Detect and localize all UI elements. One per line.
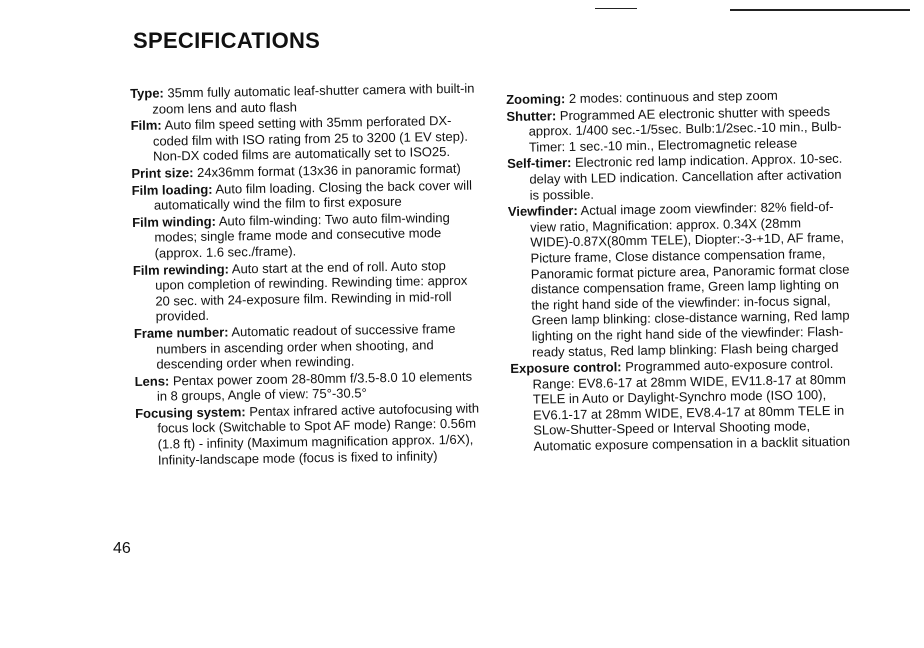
spec-term: Type:: [130, 85, 164, 101]
spec-term: Film rewinding:: [132, 261, 230, 278]
spec-term: Viewfinder:: [507, 203, 578, 220]
spec-entry: [134, 320, 480, 372]
spec-description: Pentax infrared active autofocusing with focus lock (Switchable to Spot AF mode) Range: 0.56m (1.8 ft) - infinity (Maximum magnification approx. 1/6X), Infinity-landscape mode (focus is fixed to infinity): [157, 400, 480, 468]
spec-term: Frame number:: [133, 324, 229, 341]
spec-term: Zooming:: [506, 91, 566, 107]
spec-entry: [133, 257, 479, 325]
spec-description: Auto start at the end of roll. Auto stop upon completion of rewinding. Rewinding time: approx 20 sec. with 24-exposure film. Rewinding in mid-roll provided.: [155, 257, 468, 324]
spec-description: Auto film speed setting with 35mm perforated DX-coded film with ISO rating from 25 to 3200 (1 EV step). Non-DX coded films are automatically set to ISO25.: [152, 113, 468, 165]
spec-description: Programmed AE electronic shutter with speeds approx. 1/400 sec.-1/5sec. Bulb:1/2sec.-10 min., Bulb-Timer: 1 sec.-10 min., Electromagnetic release: [528, 103, 842, 155]
spec-term: Shutter:: [506, 107, 557, 124]
spec-term: Film:: [130, 117, 162, 134]
spec-description: 35mm fully automatic leaf-shutter camera with built-in zoom lens and auto flash: [152, 80, 475, 117]
spec-term: Self-timer:: [507, 155, 572, 172]
spec-term: Film loading:: [131, 181, 213, 198]
spec-entry: [508, 199, 856, 360]
spec-description: 2 modes: continuous and step zoom: [565, 87, 778, 107]
spec-entry: [510, 356, 857, 455]
top-rule: [595, 8, 637, 9]
spec-entry: [132, 177, 477, 214]
page-title: SPECIFICATIONS: [133, 28, 321, 53]
spec-description: Auto film-winding: Two auto film-winding modes; single frame mode and consecutive mode (approx. 1.6 sec./frame).: [154, 209, 450, 261]
spec-entry: [132, 209, 478, 261]
page-number: 46: [113, 540, 131, 557]
spec-entry: [131, 113, 477, 165]
spec-term: Exposure control:: [510, 359, 622, 377]
spec-term: Lens:: [134, 373, 170, 389]
spec-term: Print size:: [131, 164, 194, 181]
spec-description: 24x36mm format (13x36 in panoramic format): [193, 160, 461, 180]
spec-description: Actual image zoom viewfinder: 82% field-of-view ratio, Magnification: approx. 0.34X (28mm WIDE)-0.87X(80mm TELE), Diopter:-3-+1D, AF frame, Picture frame, Close distance compensation frame, Panoramic format picture area, Panoramic format close distance compensation frame, Green lamp lighting on the right hand side of the viewfinder: in-focus signal, Green lamp blinking: close-distance warning, Red lamp lighting on the right hand side of the viewfinder: Flash-ready status, Red lamp blinking: Flash being charged: [530, 199, 850, 360]
spec-entry: [507, 151, 854, 203]
top-rule: [730, 9, 910, 11]
spec-description: Auto film loading. Closing the back cover will automatically wind the film to first exposure: [153, 177, 473, 213]
spec-description: Electronic red lamp indication. Approx. 10-sec. delay with LED indication. Cancellation after activation is possible.: [529, 151, 843, 203]
spec-entry: [506, 103, 853, 155]
spec-column-left: [130, 81, 481, 470]
spec-entry: [135, 368, 480, 405]
spec-description: Pentax power zoom 28-80mm f/3.5-8.0 10 elements in 8 groups, Angle of view: 75°-30.5°: [156, 368, 473, 404]
spec-term: Focusing system:: [135, 404, 246, 421]
spec-description: Automatic readout of successive frame numbers in ascending order when shooting, and descending order when rewinding.: [156, 320, 456, 372]
spec-column-right: [506, 87, 858, 456]
spec-entry: [135, 400, 481, 468]
spec-entry: [130, 81, 475, 118]
spec-description: Programmed auto-exposure control. Range: EV8.6-17 at 28mm WIDE, EV11.8-17 at 80mm TELE in Auto or Daylight-Synchro mode (ISO 100), EV6.1-17 at 28mm WIDE, EV8.4-17 at 80mm TELE in SLow-Shutter-Speed or Interval Shooting mode, Automatic exposure compensation in a backlit situation: [532, 355, 851, 454]
spec-term: Film winding:: [132, 213, 217, 230]
